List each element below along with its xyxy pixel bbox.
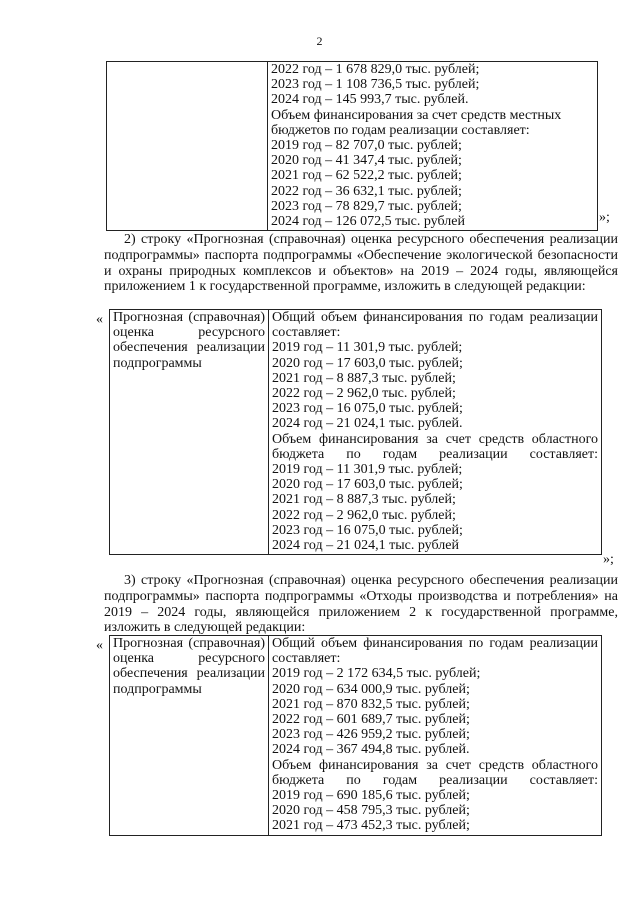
funding-year-line: 2023 год – 16 075,0 тыс. рублей; — [272, 522, 463, 538]
funding-year-line: 2021 год – 8 887,3 тыс. рублей; — [272, 492, 456, 508]
funding-year-line: 2020 год – 17 603,0 тыс. рублей; — [272, 355, 463, 371]
funding-year-line: 2020 год – 634 000,9 тыс. рублей; — [272, 681, 470, 697]
funding-year-line: 2019 год – 82 707,0 тыс. рублей; — [271, 138, 462, 154]
regional-budget-heading: Объем финансирования за счет средств областного бюджета по годам реализации составляет: — [272, 431, 598, 462]
table-value-cell — [268, 62, 598, 231]
opening-quote: « — [96, 312, 103, 327]
funding-year-line: 2019 год – 690 185,6 тыс. рублей; — [272, 788, 470, 804]
funding-table-continued — [106, 61, 598, 231]
funding-year-line: 2022 год – 36 632,1 тыс. рублей; — [271, 183, 462, 199]
funding-year-line: 2022 год – 1 678 829,0 тыс. рублей; — [271, 62, 480, 77]
funding-table-subprogram-2 — [109, 635, 602, 836]
funding-year-line: 2019 год – 11 301,9 тыс. рублей; — [272, 340, 463, 356]
closing-quote: »; — [599, 210, 610, 225]
funding-year-line: 2023 год – 16 075,0 тыс. рублей; — [272, 401, 463, 417]
funding-year-line: 2024 год – 21 024,1 тыс. рублей — [272, 538, 459, 554]
funding-year-line: 2021 год – 870 832,5 тыс. рублей; — [272, 696, 470, 712]
table-row — [110, 310, 602, 555]
table-row — [107, 62, 598, 231]
funding-year-line: 2019 год – 2 172 634,5 тыс. рублей; — [272, 666, 481, 682]
local-budget-heading: Объем финансирования за счет средств местных бюджетов по годам реализации составляет: — [271, 107, 562, 138]
funding-year-line: 2023 год – 426 959,2 тыс. рублей; — [272, 727, 470, 743]
funding-year-line: 2024 год – 367 494,8 тыс. рублей. — [272, 742, 470, 758]
table-value-cell — [269, 310, 602, 555]
row-label: Прогнозная (справочная) оценка ресурсного обеспечения реализации подпрограммы — [113, 310, 265, 371]
row-label: Прогнозная (справочная) оценка ресурсного обеспечения реализации подпрограммы — [113, 636, 265, 697]
funding-year-line: 2022 год – 601 689,7 тыс. рублей; — [272, 712, 470, 728]
funding-year-line: 2024 год – 126 072,5 тыс. рублей — [271, 214, 465, 230]
total-funding-heading: Общий объем финансирования по годам реализации составляет: — [272, 636, 598, 667]
funding-year-line: 2021 год – 8 887,3 тыс. рублей; — [272, 370, 456, 386]
table-row — [110, 636, 602, 836]
total-funding-heading: Общий объем финансирования по годам реализации составляет: — [272, 310, 598, 341]
funding-year-line: 2019 год – 11 301,9 тыс. рублей; — [272, 462, 463, 478]
funding-year-line: 2024 год – 145 993,7 тыс. рублей. — [271, 92, 469, 108]
funding-lines-bottom — [271, 138, 594, 229]
paragraph-text: 3) строку «Прогнозная (справочная) оценка ресурсного обеспечения реализации подпрограммы» паспорта подпрограммы «Отходы производства и потребления» на 2019 – 2024 годы, являющейся приложением 2 к государственной программе, изложить в следующей редакции: — [104, 573, 618, 636]
funding-year-line: 2022 год – 2 962,0 тыс. рублей; — [272, 507, 456, 523]
amendment-paragraph-3 — [104, 573, 618, 636]
funding-year-line: 2020 год – 458 795,3 тыс. рублей; — [272, 803, 470, 819]
paragraph-text: 2) строку «Прогнозная (справочная) оценка ресурсного обеспечения реализации подпрограммы» паспорта подпрограммы «Обеспечение экологической безопасности и охраны природных комплексов и объектов» на 2019 – 2024 годы, являющейся приложением 1 к государственной программе, изложить в следующей редакции: — [104, 232, 618, 295]
funding-year-line: 2020 год – 17 603,0 тыс. рублей; — [272, 477, 463, 493]
funding-year-line: 2023 год – 78 829,7 тыс. рублей; — [271, 198, 462, 214]
funding-table-subprogram-1 — [109, 309, 602, 555]
funding-year-line: 2022 год – 2 962,0 тыс. рублей; — [272, 386, 456, 402]
opening-quote: « — [96, 638, 103, 653]
funding-year-line: 2021 год – 62 522,2 тыс. рублей; — [271, 168, 462, 184]
closing-quote: »; — [603, 552, 614, 567]
funding-lines-top — [271, 62, 594, 108]
table-label-cell — [107, 62, 268, 231]
amendment-paragraph-2 — [104, 232, 618, 295]
table-value-cell — [269, 636, 602, 836]
funding-year-line: 2024 год – 21 024,1 тыс. рублей. — [272, 416, 463, 432]
page-number: 2 — [316, 34, 323, 48]
funding-year-line: 2021 год – 473 452,3 тыс. рублей; — [272, 818, 470, 834]
table-label-cell — [110, 636, 269, 836]
funding-year-line: 2020 год – 41 347,4 тыс. рублей; — [271, 153, 462, 169]
funding-year-line: 2023 год – 1 108 736,5 тыс. рублей; — [271, 77, 480, 93]
regional-budget-heading: Объем финансирования за счет средств областного бюджета по годам реализации составляет: — [272, 757, 598, 788]
table-label-cell — [110, 310, 269, 555]
